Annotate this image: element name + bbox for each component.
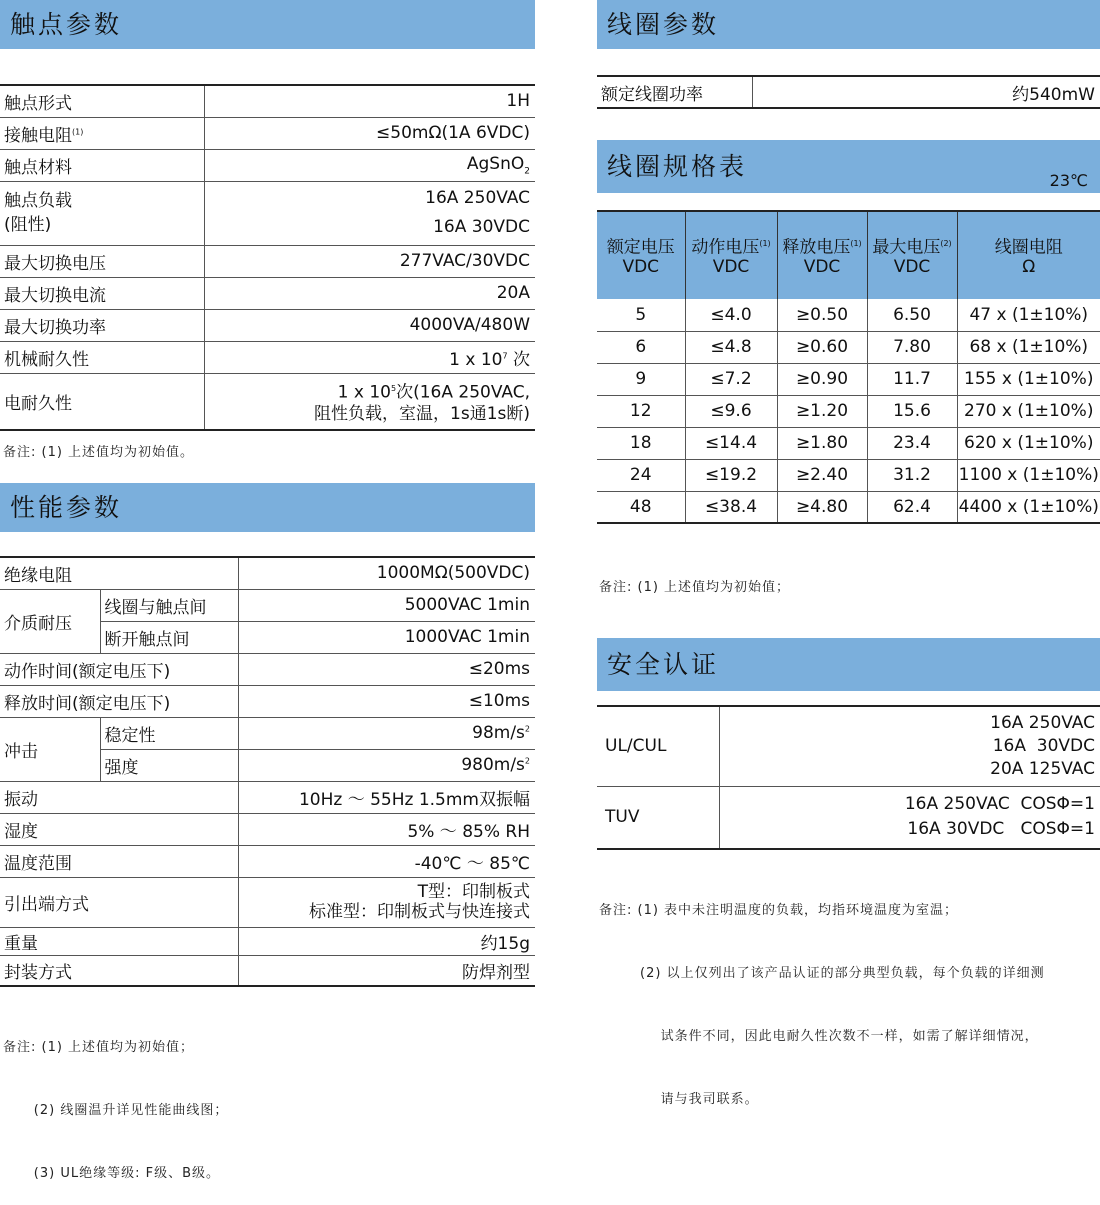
table-cell: ≥0.90 bbox=[777, 363, 867, 395]
safety-section-title: 安全认证 bbox=[607, 650, 720, 679]
cert-value: 16A 250VAC COSΦ=1 bbox=[904, 794, 1095, 815]
table-row bbox=[0, 813, 535, 845]
contact-params-table bbox=[0, 84, 535, 431]
table-cell: 7.80 bbox=[867, 331, 957, 363]
note-line: 备注: (1) 表中未注明温度的负载，均指环境温度为室温； bbox=[599, 903, 959, 918]
row-value: AgSnO$_2$ bbox=[204, 149, 535, 181]
performance-params-table bbox=[0, 556, 535, 987]
row-value: 5000VAC 1min bbox=[238, 589, 535, 621]
cert-value: 16A 30VDC COSΦ=1 bbox=[907, 819, 1095, 840]
safety-cert-table bbox=[597, 705, 1100, 850]
table-cell: 4400 x (1±10%) bbox=[957, 491, 1100, 523]
row-label: 额定线圈功率 bbox=[597, 76, 752, 108]
row-label: 触点负载 (阻性) bbox=[0, 181, 204, 245]
row-value: 20A bbox=[204, 277, 535, 309]
table-cell: 47 x (1±10%) bbox=[957, 299, 1100, 331]
table-row bbox=[0, 341, 535, 373]
row-label: 电耐久性 bbox=[0, 373, 204, 430]
table-cell: 11.7 bbox=[867, 363, 957, 395]
table-cell: ≤4.0 bbox=[685, 299, 777, 331]
table-cell: ≤4.8 bbox=[685, 331, 777, 363]
table-header-row bbox=[597, 211, 1100, 299]
row-value: $980m/s^2$ bbox=[238, 749, 535, 781]
table-row bbox=[0, 85, 535, 117]
note-line: 备注: (1) 上述值均为初始值； bbox=[3, 1040, 195, 1055]
table-row bbox=[0, 877, 535, 927]
table-row bbox=[597, 363, 1100, 395]
row-label: 机械耐久性 bbox=[0, 341, 204, 373]
table-cell: ≥2.40 bbox=[777, 459, 867, 491]
table-cell: 1100 x (1±10%) bbox=[957, 459, 1100, 491]
table-row bbox=[0, 955, 535, 986]
table-row bbox=[597, 299, 1100, 331]
contact-section-title: 触点参数 bbox=[10, 10, 123, 39]
performance-section-title: 性能参数 bbox=[10, 493, 123, 522]
coil-spec-header bbox=[597, 140, 1100, 193]
performance-section-header bbox=[0, 483, 535, 532]
table-cell: 270 x (1±10%) bbox=[957, 395, 1100, 427]
safety-section-header bbox=[597, 638, 1100, 691]
column-header: 线圈电阻 Ω bbox=[957, 211, 1100, 299]
table-cell: 18 bbox=[597, 427, 685, 459]
table-row bbox=[0, 781, 535, 813]
row-value: $98m/s^2$ bbox=[238, 717, 535, 749]
row-sublabel: 稳定性 bbox=[100, 717, 238, 749]
table-cell: 6.50 bbox=[867, 299, 957, 331]
row-value: 277VAC/30VDC bbox=[204, 245, 535, 277]
contact-section-header bbox=[0, 0, 535, 49]
table-cell: ≥1.80 bbox=[777, 427, 867, 459]
table-cell: 5 bbox=[597, 299, 685, 331]
coil-spec-table bbox=[597, 210, 1100, 524]
table-cell: 12 bbox=[597, 395, 685, 427]
cert-value: 20A 125VAC bbox=[990, 758, 1095, 779]
row-label: 接触电阻$^{(1)}$ bbox=[0, 117, 204, 149]
note-line: (2) 线圈温升详见性能曲线图； bbox=[3, 1103, 229, 1118]
row-value: 1H bbox=[204, 85, 535, 117]
column-header: 额定电压 VDC bbox=[597, 211, 685, 299]
row-label: 重量 bbox=[0, 927, 238, 955]
table-row bbox=[0, 927, 535, 955]
table-cell: ≥0.60 bbox=[777, 331, 867, 363]
contact-note: 备注: (1) 上述值均为初始值。 bbox=[3, 445, 195, 460]
row-value: 约15g bbox=[238, 927, 535, 955]
table-row bbox=[0, 589, 535, 621]
coil-params-header bbox=[597, 0, 1100, 49]
table-cell: 24 bbox=[597, 459, 685, 491]
table-cell: 48 bbox=[597, 491, 685, 523]
row-value: ≤20ms bbox=[238, 653, 535, 685]
note-line: 请与我司联系。 bbox=[599, 1092, 759, 1107]
row-label: 最大切换功率 bbox=[0, 309, 204, 341]
row-value: 16A 250VAC 16A 30VDC bbox=[204, 181, 535, 245]
table-row bbox=[0, 373, 535, 430]
column-header: 最大电压$^{(2)}$ VDC bbox=[867, 211, 957, 299]
coil-spec-temperature: 23℃ bbox=[1049, 171, 1088, 190]
table-cell: 62.4 bbox=[867, 491, 957, 523]
table-cell: ≤7.2 bbox=[685, 363, 777, 395]
table-cell: ≥1.20 bbox=[777, 395, 867, 427]
table-row bbox=[0, 149, 535, 181]
cert-label: UL/CUL bbox=[597, 706, 719, 786]
column-header: 动作电压$^{(1)}$ VDC bbox=[685, 211, 777, 299]
row-value: 5% ～ 85% RH bbox=[238, 813, 535, 845]
table-row bbox=[597, 76, 1100, 108]
row-label: 温度范围 bbox=[0, 845, 238, 877]
safety-notes bbox=[599, 858, 1045, 1131]
table-row bbox=[0, 717, 535, 749]
table-cell: ≤38.4 bbox=[685, 491, 777, 523]
row-label: 湿度 bbox=[0, 813, 238, 845]
row-value: 防焊剂型 bbox=[238, 955, 535, 986]
table-row bbox=[0, 117, 535, 149]
row-label: 触点形式 bbox=[0, 85, 204, 117]
note-line: (3) UL绝缘等级: F级、B级。 bbox=[3, 1166, 221, 1181]
cert-label: TUV bbox=[597, 786, 719, 849]
row-value: T型：印制板式 标准型：印制板式与快连接式 bbox=[238, 877, 535, 927]
row-sublabel: 强度 bbox=[100, 749, 238, 781]
table-cell: 23.4 bbox=[867, 427, 957, 459]
row-value: 1 x $10^7$ 次 bbox=[204, 341, 535, 373]
table-row bbox=[597, 331, 1100, 363]
row-label: 释放时间(额定电压下) bbox=[0, 685, 238, 717]
row-label: 最大切换电流 bbox=[0, 277, 204, 309]
table-row bbox=[0, 181, 535, 245]
table-cell: ≥0.50 bbox=[777, 299, 867, 331]
table-row bbox=[597, 427, 1100, 459]
table-cell: 31.2 bbox=[867, 459, 957, 491]
table-row bbox=[597, 786, 1100, 849]
row-value: 10Hz ～ 55Hz 1.5mm双振幅 bbox=[238, 781, 535, 813]
row-value: -40℃ ～ 85℃ bbox=[238, 845, 535, 877]
table-row bbox=[0, 245, 535, 277]
table-cell: 9 bbox=[597, 363, 685, 395]
table-cell: 68 x (1±10%) bbox=[957, 331, 1100, 363]
cert-value: 16A 250VAC bbox=[990, 712, 1095, 733]
cert-values bbox=[719, 706, 1100, 786]
row-label: 绝缘电阻 bbox=[0, 557, 238, 589]
table-cell: 155 x (1±10%) bbox=[957, 363, 1100, 395]
row-label: 引出端方式 bbox=[0, 877, 238, 927]
cert-values bbox=[719, 786, 1100, 849]
note-line: (2) 以上仅列出了该产品认证的部分典型负载，每个负载的详细测 bbox=[599, 966, 1045, 981]
row-label: 动作时间(额定电压下) bbox=[0, 653, 238, 685]
row-value: 1000MΩ(500VDC) bbox=[238, 557, 535, 589]
row-sublabel: 线圈与触点间 bbox=[100, 589, 238, 621]
row-sublabel: 断开触点间 bbox=[100, 621, 238, 653]
table-row bbox=[597, 706, 1100, 786]
table-cell: 15.6 bbox=[867, 395, 957, 427]
table-cell: ≥4.80 bbox=[777, 491, 867, 523]
table-cell: ≤9.6 bbox=[685, 395, 777, 427]
table-cell: 6 bbox=[597, 331, 685, 363]
table-row bbox=[597, 459, 1100, 491]
table-row bbox=[0, 653, 535, 685]
row-value: 1000VAC 1min bbox=[238, 621, 535, 653]
row-label: 振动 bbox=[0, 781, 238, 813]
row-value: ≤10ms bbox=[238, 685, 535, 717]
row-label: 介质耐压 bbox=[0, 589, 100, 653]
row-label: 最大切换电压 bbox=[0, 245, 204, 277]
row-value: 1 x $10^5$次(16A 250VAC, 阻性负载，室温，1s通1s断) bbox=[204, 373, 535, 430]
column-header: 释放电压$^{(1)}$ VDC bbox=[777, 211, 867, 299]
coil-params-table bbox=[597, 75, 1100, 109]
row-label: 封装方式 bbox=[0, 955, 238, 986]
coil-spec-title: 线圈规格表 bbox=[607, 152, 748, 181]
row-label: 触点材料 bbox=[0, 149, 204, 181]
table-row bbox=[0, 557, 535, 589]
row-value: 约540mW bbox=[752, 76, 1100, 108]
table-row bbox=[0, 309, 535, 341]
table-row bbox=[597, 491, 1100, 523]
note-line: 试条件不同，因此电耐久性次数不一样，如需了解详细情况， bbox=[599, 1029, 1039, 1044]
coil-params-title: 线圈参数 bbox=[607, 10, 720, 39]
cert-value: 16A 30VDC bbox=[992, 735, 1095, 756]
table-row bbox=[597, 395, 1100, 427]
table-cell: ≤19.2 bbox=[685, 459, 777, 491]
row-label: 冲击 bbox=[0, 717, 100, 781]
row-value: 4000VA/480W bbox=[204, 309, 535, 341]
table-row bbox=[0, 685, 535, 717]
row-value: ≤50mΩ(1A 6VDC) bbox=[204, 117, 535, 149]
performance-notes bbox=[3, 995, 228, 1205]
table-row bbox=[0, 845, 535, 877]
table-cell: 620 x (1±10%) bbox=[957, 427, 1100, 459]
note-line: 备注: (1) 上述值均为初始值； bbox=[599, 580, 791, 595]
table-cell: ≤14.4 bbox=[685, 427, 777, 459]
table-row bbox=[0, 277, 535, 309]
